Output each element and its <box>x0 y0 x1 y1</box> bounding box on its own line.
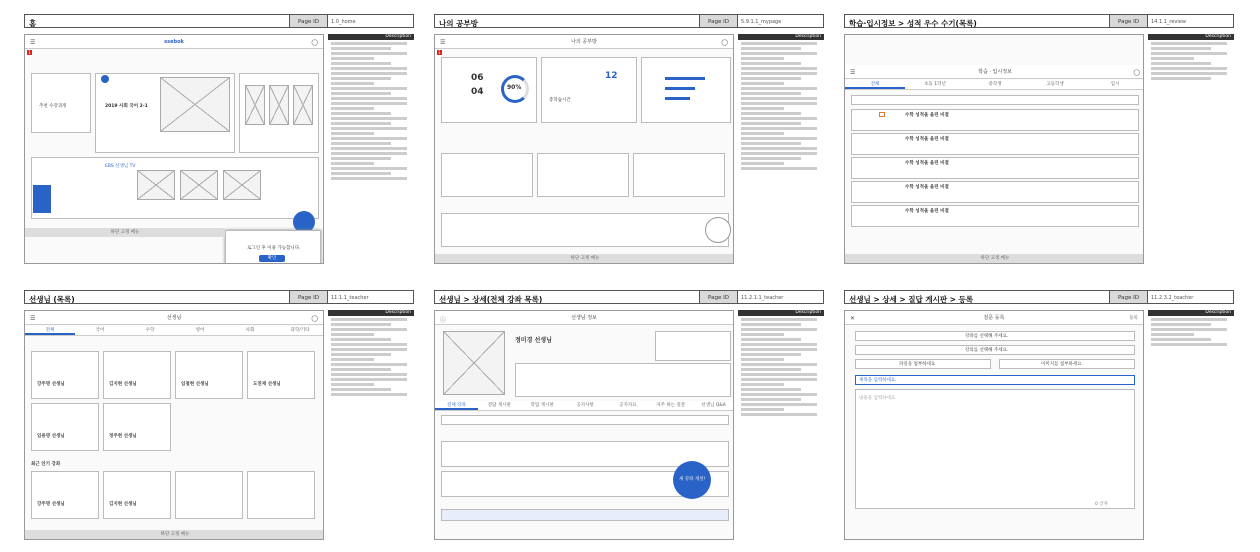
desc-line <box>331 383 374 386</box>
description-panel <box>738 34 824 264</box>
desc-line <box>741 137 817 140</box>
desc-line <box>331 348 407 351</box>
desc-line <box>1151 323 1211 326</box>
teacher-name: 김지현 선생님 <box>109 502 137 507</box>
panel-qna-register <box>844 290 1234 552</box>
marker: 1 <box>28 50 31 55</box>
desc-line <box>331 112 391 115</box>
app-bar <box>25 35 323 49</box>
desc-line <box>741 62 801 65</box>
floating-text: 새 강좌 개설! <box>679 477 706 482</box>
menu-icon[interactable]: ☰ <box>30 39 36 46</box>
desc-line <box>741 318 817 321</box>
bottom-menu: 하단 고정 메뉴 <box>435 254 734 263</box>
app-bar <box>845 311 1143 325</box>
page-title: 나의 공부방 <box>439 19 478 27</box>
desc-line <box>331 107 374 110</box>
desc-line <box>331 363 407 366</box>
desc-line <box>1151 77 1211 80</box>
desc-line <box>1151 72 1227 75</box>
recent-list <box>441 213 729 247</box>
section-label: 최근 인기 강좌 <box>31 462 61 467</box>
teacher-card[interactable] <box>31 403 99 451</box>
review-item[interactable] <box>851 157 1139 179</box>
tab-science[interactable]: 과학/기타 <box>290 328 310 333</box>
app-bar <box>435 35 733 49</box>
file-attach-text: 파일을 첨부하세요 <box>899 362 936 367</box>
desc-line <box>331 333 374 336</box>
profile-icon[interactable]: ◯ <box>311 39 318 46</box>
tab-materials[interactable]: 공지자료 <box>619 403 637 408</box>
scroll-indicator[interactable] <box>705 217 731 243</box>
panel-mypage <box>434 14 824 276</box>
desc-line <box>331 368 391 371</box>
desc-line <box>331 147 407 150</box>
menu-icon[interactable]: ☰ <box>30 315 36 322</box>
panel-teacher-detail <box>434 290 824 552</box>
desc-line <box>331 318 407 321</box>
desc-line <box>1151 67 1227 70</box>
description-panel <box>328 34 414 264</box>
teacher-info-table <box>515 363 731 397</box>
desc-line <box>741 338 801 341</box>
page-title: 선생님 > 상세(전체 강좌 목록) <box>439 295 543 303</box>
panel-review <box>844 14 1234 276</box>
page-title: 선생님 > 상세 > 질답 게시판 > 등록 <box>849 295 974 303</box>
tab-notice[interactable]: 공지사항 <box>576 403 594 408</box>
desc-line <box>741 147 817 150</box>
desc-line <box>331 122 391 125</box>
page-id-value: 5.9.1.1_mypage <box>737 15 823 27</box>
page-header <box>844 290 1234 304</box>
stat-label: 총학습시간 <box>549 98 571 103</box>
page-id-label: Page ID <box>1109 291 1147 303</box>
desc-line <box>331 373 407 376</box>
desc-line <box>331 343 407 346</box>
app-bar <box>845 65 1144 79</box>
desc-line <box>331 323 391 326</box>
subject-tabs <box>25 326 324 336</box>
app-title: 질문 등록 <box>983 315 1005 321</box>
teacher-stats <box>655 331 731 361</box>
review-item[interactable] <box>851 109 1139 131</box>
bottom-menu: 하단 고정 메뉴 <box>25 228 225 237</box>
teacher-card[interactable] <box>31 471 99 519</box>
desc-line <box>741 348 817 351</box>
review-tag <box>879 112 885 117</box>
main-lecture-title: 2019 사회 국어 2-1 <box>105 104 148 109</box>
desc-line <box>741 157 801 160</box>
desc-line <box>741 67 817 70</box>
desc-line <box>331 358 374 361</box>
description-panel <box>1148 310 1234 540</box>
teacher-card[interactable] <box>31 351 99 399</box>
desc-line <box>331 42 407 45</box>
desc-line <box>741 353 801 356</box>
app-bar <box>25 311 323 325</box>
category-tabs <box>845 80 1144 90</box>
lecture-badge <box>101 75 109 83</box>
panel-home <box>24 14 414 276</box>
desc-line <box>741 72 817 75</box>
page-id-label: Page ID <box>699 291 737 303</box>
desc-line <box>741 87 817 90</box>
profile-icon[interactable]: ◯ <box>1133 69 1140 76</box>
desc-line <box>741 378 817 381</box>
progress-bar <box>665 97 690 100</box>
desc-line <box>331 57 374 60</box>
tab-board[interactable]: 학업 게시판 <box>530 403 554 408</box>
desc-line <box>741 52 817 55</box>
title-placeholder: 제목을 입력하세요. <box>859 378 897 383</box>
bottom-menu: 하단 고정 메뉴 <box>25 530 324 539</box>
screen-mockup <box>24 310 324 540</box>
promo-image-1 <box>245 85 265 125</box>
desc-line <box>741 373 817 376</box>
desc-line <box>741 328 817 331</box>
desc-line <box>741 117 817 120</box>
tab-english[interactable]: 영어 <box>195 328 205 333</box>
desc-line <box>331 82 374 85</box>
marker: 1 <box>438 50 441 55</box>
menu-icon[interactable]: ☰ <box>440 39 446 46</box>
attendance-card <box>641 57 731 123</box>
desc-line <box>331 77 391 80</box>
search-bar[interactable] <box>441 415 729 425</box>
total-count: 04 <box>471 87 484 97</box>
desc-line <box>1151 47 1211 50</box>
tab-math[interactable]: 수학 <box>145 328 155 333</box>
desc-line <box>741 132 784 135</box>
app-title: 학습 · 입시정보 <box>978 69 1012 75</box>
desc-line <box>331 162 374 165</box>
teacher-card[interactable] <box>103 403 171 451</box>
description-header: Description <box>1148 34 1234 40</box>
close-icon[interactable]: ✕ <box>850 315 856 322</box>
popup-text: 로그인 후 이용 가능합니다. <box>247 246 301 251</box>
desc-line <box>1151 328 1227 331</box>
page-id-value: 11.1.1_teacher <box>327 291 413 303</box>
app-bar <box>435 311 733 325</box>
page-title: 홈 <box>29 19 37 27</box>
desc-line <box>741 403 817 406</box>
desc-line <box>1151 343 1227 346</box>
screen-mockup <box>434 34 734 264</box>
stat-card <box>541 57 637 123</box>
page-header <box>24 290 414 304</box>
desc-line <box>331 328 407 331</box>
title-input[interactable] <box>855 375 1135 385</box>
tab-elementary[interactable]: 초등 1학년 <box>924 82 946 87</box>
teacher-name: 정미경 선생님 <box>515 337 552 344</box>
teacher-card[interactable] <box>247 351 315 399</box>
desc-line <box>741 363 817 366</box>
desc-line <box>331 172 391 175</box>
desc-line <box>741 122 801 125</box>
desc-line <box>331 87 407 90</box>
teacher-name: 강주명 선생님 <box>37 502 65 507</box>
page-id-value: 11.2.1.1_teacher <box>737 291 823 303</box>
desc-line <box>741 97 817 100</box>
app-title: 선생님 <box>166 315 182 321</box>
tv-label: EBS 선생님 TV <box>105 164 136 169</box>
teacher-card[interactable] <box>103 471 171 519</box>
body-textarea[interactable] <box>855 389 1135 509</box>
desc-line <box>741 92 801 95</box>
review-title: 수학 성적을 올린 비결 <box>905 137 949 142</box>
stat-value: 12 <box>605 71 618 81</box>
desc-line <box>1151 57 1194 60</box>
desc-line <box>331 127 407 130</box>
desc-line <box>741 57 784 60</box>
desc-line <box>741 82 784 85</box>
promo-image-2 <box>269 85 289 125</box>
desc-line <box>331 388 391 391</box>
desc-line <box>331 62 391 65</box>
page-id-label: Page ID <box>1109 15 1147 27</box>
teacher-name: 임용명 선생님 <box>37 434 65 439</box>
desc-line <box>741 343 817 346</box>
teacher-name: 임철현 선생님 <box>181 382 209 387</box>
submit-button[interactable]: 등록 <box>1129 316 1138 321</box>
filter-row[interactable] <box>851 95 1139 105</box>
teacher-card[interactable] <box>247 471 315 519</box>
desc-line <box>331 67 407 70</box>
desc-line <box>741 127 817 130</box>
body-placeholder: 내용을 입력하세요. <box>859 396 897 401</box>
tv-section <box>31 157 319 219</box>
menu-icon[interactable]: ☰ <box>850 69 856 76</box>
page-title: 학습·입시정보 > 성적 우수 수기(목록) <box>849 19 977 27</box>
tab-qna[interactable]: 질답 게시판 <box>487 403 511 408</box>
description-header: Description <box>738 310 824 316</box>
screen-mockup <box>24 34 324 264</box>
desc-line <box>331 52 407 55</box>
desc-line <box>741 152 817 155</box>
page-header <box>24 14 414 28</box>
course-card[interactable] <box>441 153 533 197</box>
description-panel <box>1148 34 1234 264</box>
teacher-card[interactable] <box>175 471 243 519</box>
image-attach-text: 이미지를 첨부하세요 <box>1041 362 1082 367</box>
desc-line <box>1151 338 1211 341</box>
tab-high[interactable]: 고등학생 <box>1046 82 1064 87</box>
desc-line <box>331 353 391 356</box>
popup-confirm-button[interactable]: 확인 <box>259 255 285 262</box>
quick-banner[interactable] <box>33 185 51 213</box>
tab-all-lectures[interactable]: 전체 강좌 <box>435 401 478 410</box>
page-title: 선생님 (목록) <box>29 295 75 303</box>
bottom-tab-bar <box>441 509 729 521</box>
description-header: Description <box>738 34 824 40</box>
page-id-label: Page ID <box>289 291 327 303</box>
desc-line <box>331 102 407 105</box>
review-item[interactable] <box>851 133 1139 155</box>
desc-line <box>741 398 801 401</box>
side-label: 추천 수강과정 <box>39 104 67 109</box>
description-header: Description <box>328 310 414 316</box>
tab-korean[interactable]: 국어 <box>95 328 105 333</box>
desc-line <box>1151 318 1227 321</box>
review-item[interactable] <box>851 181 1139 203</box>
description-panel <box>738 310 824 540</box>
page-id-label: Page ID <box>699 15 737 27</box>
lecture-select-text: 강의를 선택해 주세요. <box>965 348 1009 353</box>
tab-all[interactable]: 전체 <box>25 326 75 335</box>
teacher-name: 강주명 선생님 <box>37 382 65 387</box>
desc-line <box>741 142 801 145</box>
page-id-value: 1.0_home <box>327 15 413 27</box>
course-select-text: 강좌를 선택해 주세요. <box>965 334 1009 339</box>
desc-line <box>741 368 801 371</box>
desc-line <box>741 323 801 326</box>
desc-line <box>741 107 784 110</box>
tab-teacher-qna[interactable]: 선생님 Q&A <box>701 403 726 408</box>
course-card[interactable] <box>537 153 629 197</box>
desc-line <box>331 177 407 180</box>
course-card[interactable] <box>633 153 725 197</box>
page-header <box>844 14 1234 28</box>
desc-line <box>741 112 801 115</box>
desc-line <box>741 42 817 45</box>
desc-line <box>741 47 801 50</box>
review-title: 수학 성적을 올린 비결 <box>905 113 949 118</box>
desc-line <box>331 378 407 381</box>
desc-line <box>1151 42 1227 45</box>
page-id-label: Page ID <box>289 15 327 27</box>
desc-line <box>741 383 784 386</box>
desc-line <box>741 408 784 411</box>
tab-middle[interactable]: 중학생 <box>988 82 1002 87</box>
panel-teacher-list <box>24 290 414 552</box>
teacher-photo <box>443 331 505 395</box>
app-title: 나의 공부방 <box>571 39 597 45</box>
desc-line <box>331 167 407 170</box>
desc-line <box>331 97 407 100</box>
profile-icon[interactable]: ◯ <box>311 315 318 322</box>
page-header <box>434 14 824 28</box>
teacher-name: 김지현 선생님 <box>109 382 137 387</box>
desc-line <box>741 388 801 391</box>
desc-line <box>741 162 784 165</box>
desc-line <box>331 152 407 155</box>
desc-line <box>331 393 407 396</box>
progress-pct: 90% <box>507 84 522 91</box>
desc-line <box>741 167 817 170</box>
desc-line <box>741 358 784 361</box>
desc-line <box>331 117 407 120</box>
desc-line <box>331 92 391 95</box>
desc-line <box>331 338 391 341</box>
description-panel <box>328 310 414 540</box>
desc-line <box>1151 333 1194 336</box>
description-header: Description <box>1148 310 1234 316</box>
bottom-menu: 하단 고정 메뉴 <box>845 254 1144 263</box>
desc-line <box>1151 52 1227 55</box>
screen-mockup <box>844 34 1144 264</box>
screen-mockup <box>434 310 734 540</box>
teacher-name: 도연재 선생님 <box>253 382 281 387</box>
progress-bar <box>665 77 705 80</box>
char-count: 0 글자 <box>1095 502 1108 507</box>
desc-line <box>741 393 817 396</box>
tab-faq[interactable]: 자주 하는 질문 <box>656 403 686 408</box>
promo-image-3 <box>293 85 313 125</box>
screen-mockup <box>844 310 1144 540</box>
page-id-value: 14.1.1_review <box>1147 15 1233 27</box>
review-title: 수학 성적을 올린 비결 <box>905 209 949 214</box>
desc-line <box>331 47 391 50</box>
tv-thumb-2[interactable] <box>180 170 218 200</box>
desc-line <box>741 333 784 336</box>
tab-social[interactable]: 사회 <box>245 328 255 333</box>
description-header: Description <box>328 34 414 40</box>
profile-icon[interactable]: ◯ <box>721 39 728 46</box>
detail-tabs <box>435 401 734 411</box>
info-icon[interactable]: ⓘ <box>440 317 447 324</box>
logo: ssebok <box>164 39 184 45</box>
desc-line <box>741 102 817 105</box>
desc-line <box>331 72 407 75</box>
desc-line <box>1151 62 1211 65</box>
lecture-thumbnail <box>160 77 230 132</box>
desc-line <box>331 142 391 145</box>
page-header <box>434 290 824 304</box>
desc-line <box>331 132 374 135</box>
tab-admission[interactable]: 입시 <box>1110 82 1120 87</box>
tv-thumb-3[interactable] <box>223 170 261 200</box>
review-title: 수학 성적을 올린 비결 <box>905 161 949 166</box>
app-title: 선생님 정보 <box>571 315 597 321</box>
desc-line <box>331 157 391 160</box>
desc-line <box>331 137 407 140</box>
teacher-card[interactable] <box>175 351 243 399</box>
review-title: 수학 성적을 올린 비결 <box>905 185 949 190</box>
tab-all[interactable]: 전체 <box>845 80 905 89</box>
teacher-card[interactable] <box>103 351 171 399</box>
desc-line <box>741 77 801 80</box>
today-count: 06 <box>471 73 484 83</box>
teacher-name: 정주현 선생님 <box>109 434 137 439</box>
progress-bar <box>665 87 695 90</box>
tv-thumb-1[interactable] <box>137 170 175 200</box>
desc-line <box>741 413 817 416</box>
review-item[interactable] <box>851 205 1139 227</box>
page-id-value: 11.2.3.2_teacher <box>1147 291 1233 303</box>
